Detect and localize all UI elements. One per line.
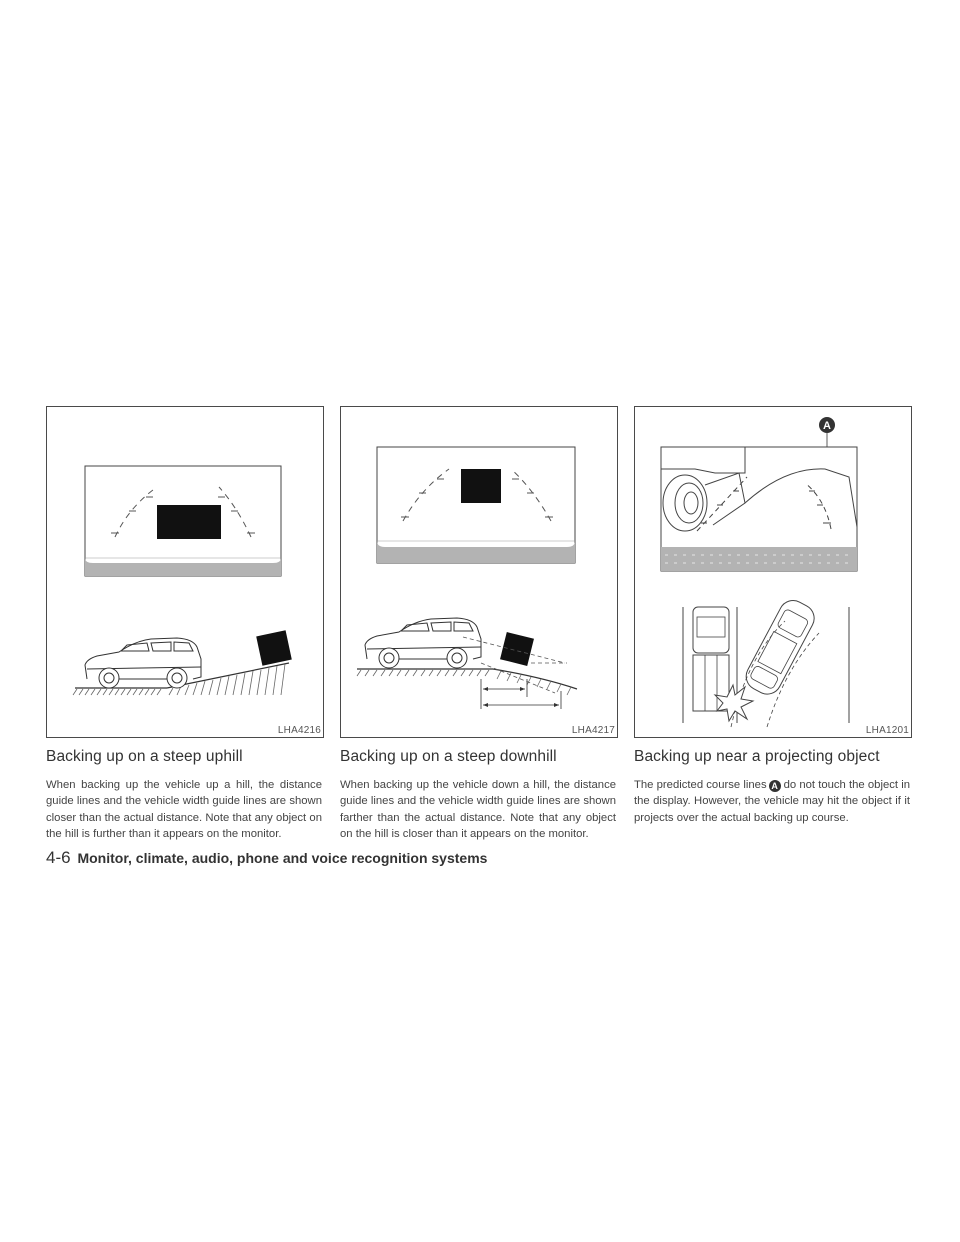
- section-title: Monitor, climate, audio, phone and voice recognition systems: [77, 850, 488, 866]
- callout-a-icon: A: [769, 780, 781, 792]
- section-projecting-object: [634, 406, 912, 826]
- section-heading: Backing up on a steep downhill: [340, 748, 557, 765]
- page-footer: [46, 848, 487, 868]
- downhill-illustration: [341, 407, 617, 737]
- figure-downhill: [340, 406, 618, 738]
- uphill-illustration: [47, 407, 323, 737]
- body-text-after: do not touch the object in the display. However, the vehicle may hit the object if it projects over the actual backing up course.: [634, 779, 910, 824]
- figure-callout-a: A: [823, 420, 831, 432]
- section-body: [634, 777, 910, 826]
- figure-code: LHA4216: [277, 725, 321, 736]
- figure-uphill: [46, 406, 324, 738]
- section-body: When backing up the vehicle up a hill, the distance guide lines and the vehicle width guide lines are shown closer than the actual distance. Note that any object on the hill is further than it appears on the monitor.: [46, 779, 322, 840]
- section-heading: Backing up near a projecting object: [634, 748, 880, 765]
- body-text-before: The predicted course lines: [634, 779, 767, 791]
- figure-code: LHA4217: [571, 725, 615, 736]
- section-downhill: [340, 406, 618, 842]
- figure-code: LHA1201: [865, 725, 909, 736]
- page-number: 4-6: [46, 848, 71, 867]
- figure-projecting-object: [634, 406, 912, 738]
- section-heading: Backing up on a steep uphill: [46, 748, 243, 765]
- section-body: When backing up the vehicle down a hill, the distance guide lines and the vehicle width guide lines are shown farther than the actual distance. Note that any object on the hill is closer than it appears on the monitor.: [340, 779, 616, 840]
- projecting-object-illustration: [635, 407, 911, 737]
- section-uphill: [46, 406, 324, 842]
